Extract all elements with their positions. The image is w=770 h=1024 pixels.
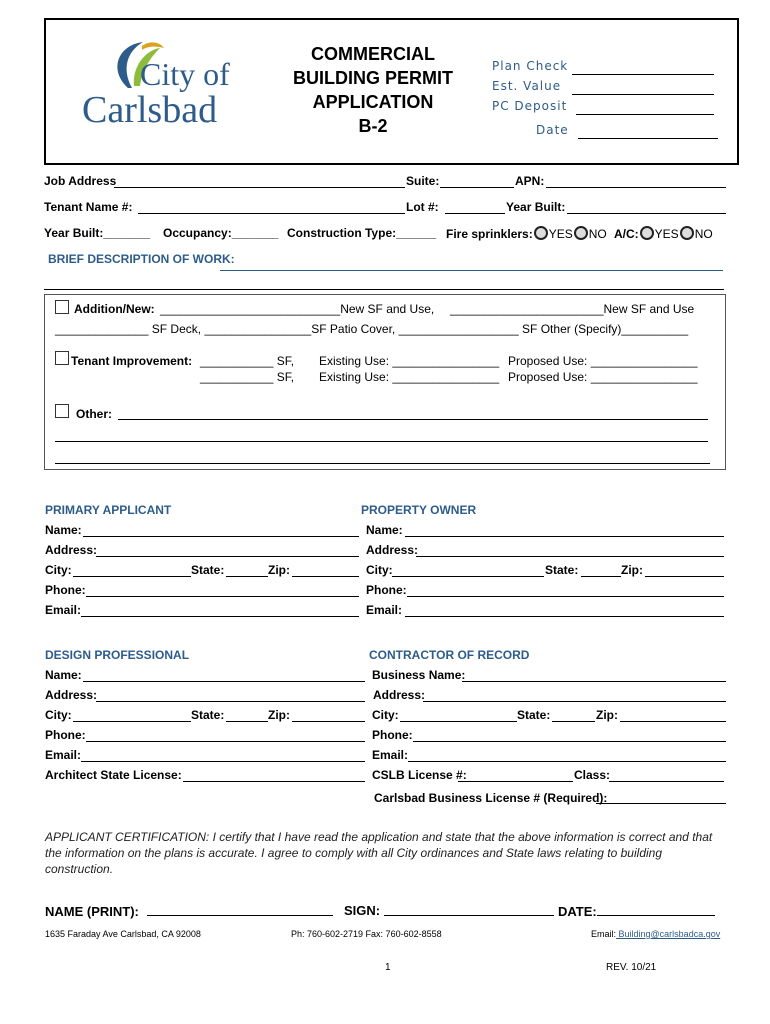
cr-phone-field[interactable] <box>413 741 726 742</box>
lot-label: Lot #: <box>406 200 439 214</box>
cr-cslb-field[interactable] <box>458 781 573 782</box>
cr-class-field[interactable] <box>609 781 724 782</box>
cr-cslb-label: CSLB License #: <box>372 768 467 782</box>
addition-line-1a[interactable]: ___________________________New SF and Use, <box>160 302 435 316</box>
ac-no-radio[interactable] <box>680 226 694 240</box>
est-value-field[interactable] <box>572 94 714 95</box>
design-professional-heading: DESIGN PROFESSIONAL <box>45 648 190 662</box>
pa-email-label: Email: <box>45 603 82 617</box>
sprinkler-yes-radio[interactable] <box>534 226 548 240</box>
dp-name-field[interactable] <box>83 681 365 682</box>
dp-address-label: Address: <box>45 688 98 702</box>
dp-phone-label: Phone: <box>45 728 86 742</box>
cr-phone-label: Phone: <box>372 728 413 742</box>
addition-line-2[interactable]: ______________ SF Deck, ________________SF Patio Cover, __________________ SF Other (Specify)__________ <box>55 322 689 336</box>
date-field[interactable] <box>578 138 718 139</box>
form-title <box>268 42 478 138</box>
pa-address-field[interactable] <box>96 556 359 557</box>
apn-field[interactable] <box>546 187 726 188</box>
proposed-use-2[interactable]: Proposed Use: ________________ <box>508 370 698 384</box>
pa-name-label: Name: <box>45 523 82 537</box>
title-line-1: COMMERCIAL <box>311 44 435 64</box>
cr-email-label: Email: <box>372 748 409 762</box>
primary-applicant-heading: PRIMARY APPLICANT <box>45 503 172 517</box>
ac-yes-radio[interactable] <box>640 226 654 240</box>
tenant-name-label: Tenant Name #: <box>44 200 133 214</box>
dp-zip-label: Zip: <box>268 708 290 722</box>
date-sign-field[interactable] <box>597 915 715 916</box>
po-phone-field[interactable] <box>407 596 724 597</box>
ti-sf-2[interactable]: ___________ SF, <box>200 370 295 384</box>
pa-phone-label: Phone: <box>45 583 86 597</box>
po-address-label: Address: <box>366 543 419 557</box>
tenant-name-field[interactable] <box>138 213 405 214</box>
name-print-label: NAME (PRINT): <box>45 904 139 919</box>
dp-phone-field[interactable] <box>86 741 365 742</box>
po-state-label: State: <box>545 563 579 577</box>
date-sign-label: DATE: <box>558 904 597 919</box>
tenant-improvement-label: Tenant Improvement: <box>71 354 193 368</box>
ac-no-label: NO <box>694 227 713 241</box>
existing-use-1[interactable]: Existing Use: ________________ <box>319 354 500 368</box>
title-line-3: APPLICATION <box>312 92 434 112</box>
pa-city-label: City: <box>45 563 72 577</box>
ac-label: A/C: <box>614 227 639 241</box>
brief-description-heading: BRIEF DESCRIPTION OF WORK: <box>48 252 235 266</box>
pa-email-field[interactable] <box>81 616 359 617</box>
suite-field[interactable] <box>440 187 514 188</box>
pa-city-field[interactable] <box>73 576 191 577</box>
existing-use-2[interactable]: Existing Use: ________________ <box>319 370 500 384</box>
ac <box>614 226 713 241</box>
est-value-label: Est. Value <box>492 79 562 93</box>
brief-description-field-2[interactable] <box>44 289 724 290</box>
pa-name-field[interactable] <box>83 536 359 537</box>
logo-text-city: City of <box>140 56 230 92</box>
cr-business-field[interactable] <box>462 681 726 682</box>
po-email-field[interactable] <box>405 616 724 617</box>
dp-email-label: Email: <box>45 748 82 762</box>
proposed-use-1[interactable]: Proposed Use: ________________ <box>508 354 698 368</box>
pa-zip-field[interactable] <box>292 576 359 577</box>
pc-deposit-field[interactable] <box>576 114 714 115</box>
addition-label: Addition/New: <box>74 302 155 316</box>
cr-address-label: Address: <box>373 688 426 702</box>
ac-yes-label: YES <box>654 227 679 241</box>
dp-name-label: Name: <box>45 668 82 682</box>
property-owner-heading: PROPERTY OWNER <box>361 503 477 517</box>
cr-business-license-field[interactable] <box>596 803 726 804</box>
title-line-4: B-2 <box>358 116 388 136</box>
year-built-field[interactable] <box>567 213 726 214</box>
footer-email <box>591 929 720 939</box>
footer-email-link[interactable]: Building@carlsbadca.gov <box>616 929 721 939</box>
cr-address-field[interactable] <box>423 701 726 702</box>
plan-check-label: Plan Check <box>492 59 569 73</box>
dp-address-field[interactable] <box>96 701 365 702</box>
other-label: Other: <box>76 407 112 421</box>
cr-zip-field[interactable] <box>620 721 726 722</box>
cr-city-field[interactable] <box>400 721 517 722</box>
dp-city-field[interactable] <box>73 721 191 722</box>
po-address-field[interactable] <box>416 556 724 557</box>
fire-sprinklers-label: Fire sprinklers: <box>446 227 533 241</box>
year-built-2-label[interactable]: Year Built:_______ <box>44 226 151 240</box>
po-city-label: City: <box>366 563 393 577</box>
cr-city-label: City: <box>372 708 399 722</box>
pa-state-field[interactable] <box>226 576 268 577</box>
occupancy-label[interactable]: Occupancy:_______ <box>163 226 279 240</box>
applicant-certification: APPLICANT CERTIFICATION: I certify that I have read the application and state that the above information is correct and that the information on the plans is accurate. I agree to comply with all City ordinances and State laws relating to building construction. <box>45 830 713 876</box>
construction-type-label[interactable]: Construction Type:______ <box>287 226 437 240</box>
revision: REV. 10/21 <box>606 962 657 973</box>
cr-business-label: Business Name: <box>372 668 466 682</box>
po-name-label: Name: <box>366 523 403 537</box>
footer-phone: Ph: 760-602-2719 Fax: 760-602-8558 <box>291 929 442 939</box>
other-field-1[interactable] <box>118 419 708 420</box>
dp-license-label: Architect State License: <box>45 768 182 782</box>
pa-address-label: Address: <box>45 543 98 557</box>
city-logo <box>80 40 250 130</box>
cr-class-label: Class: <box>574 768 611 782</box>
sign-label: SIGN: <box>344 903 381 918</box>
year-built-label: Year Built: <box>506 200 566 214</box>
po-zip-label: Zip: <box>621 563 643 577</box>
date-label: Date <box>536 123 569 137</box>
pc-deposit-label: PC Deposit <box>492 99 568 113</box>
sign-field[interactable] <box>384 915 554 916</box>
name-print-field[interactable] <box>147 915 333 916</box>
dp-city-label: City: <box>45 708 72 722</box>
lot-field[interactable] <box>445 213 505 214</box>
addition-line-1b[interactable]: _______________________New SF and Use <box>450 302 695 316</box>
tenant-improvement-checkbox[interactable] <box>55 351 69 365</box>
plan-check-field[interactable] <box>572 74 714 75</box>
dp-zip-field[interactable] <box>292 721 365 722</box>
sprinkler-no-label: NO <box>588 227 607 241</box>
pa-state-label: State: <box>191 563 225 577</box>
dp-state-field[interactable] <box>226 721 268 722</box>
po-phone-label: Phone: <box>366 583 407 597</box>
fire-sprinklers <box>446 226 607 241</box>
sprinkler-no-radio[interactable] <box>574 226 588 240</box>
cr-state-label: State: <box>517 708 551 722</box>
ti-sf-1[interactable]: ___________ SF, <box>200 354 295 368</box>
job-address-field[interactable] <box>114 187 405 188</box>
dp-state-label: State: <box>191 708 225 722</box>
po-state-field[interactable] <box>581 576 621 577</box>
po-email-label: Email: <box>366 603 403 617</box>
footer-address: 1635 Faraday Ave Carlsbad, CA 92008 <box>45 929 201 939</box>
po-zip-field[interactable] <box>645 576 724 577</box>
po-city-field[interactable] <box>392 576 544 577</box>
apn-label: APN: <box>515 174 545 188</box>
cr-email-field[interactable] <box>408 761 726 762</box>
page-number: 1 <box>385 962 391 973</box>
contractor-heading: CONTRACTOR OF RECORD <box>369 648 530 662</box>
suite-label: Suite: <box>406 174 440 188</box>
pa-phone-field[interactable] <box>86 596 359 597</box>
job-address-label: Job Address <box>44 174 117 188</box>
other-field-3[interactable] <box>55 463 710 464</box>
cr-zip-label: Zip: <box>596 708 618 722</box>
other-checkbox[interactable] <box>55 404 69 418</box>
brief-description-field[interactable] <box>220 270 723 271</box>
cr-business-license-label: Carlsbad Business License # (Required): <box>374 791 608 805</box>
dp-license-field[interactable] <box>183 781 365 782</box>
logo-text-carlsbad: Carlsbad <box>82 89 218 131</box>
other-field-2[interactable] <box>55 441 708 442</box>
cr-state-field[interactable] <box>552 721 595 722</box>
pa-zip-label: Zip: <box>268 563 290 577</box>
addition-checkbox[interactable] <box>55 300 69 314</box>
footer-email-label: Email: <box>591 929 617 939</box>
sprinkler-yes-label: YES <box>548 227 573 241</box>
dp-email-field[interactable] <box>81 761 365 762</box>
title-line-2: BUILDING PERMIT <box>293 68 453 88</box>
po-name-field[interactable] <box>405 536 724 537</box>
